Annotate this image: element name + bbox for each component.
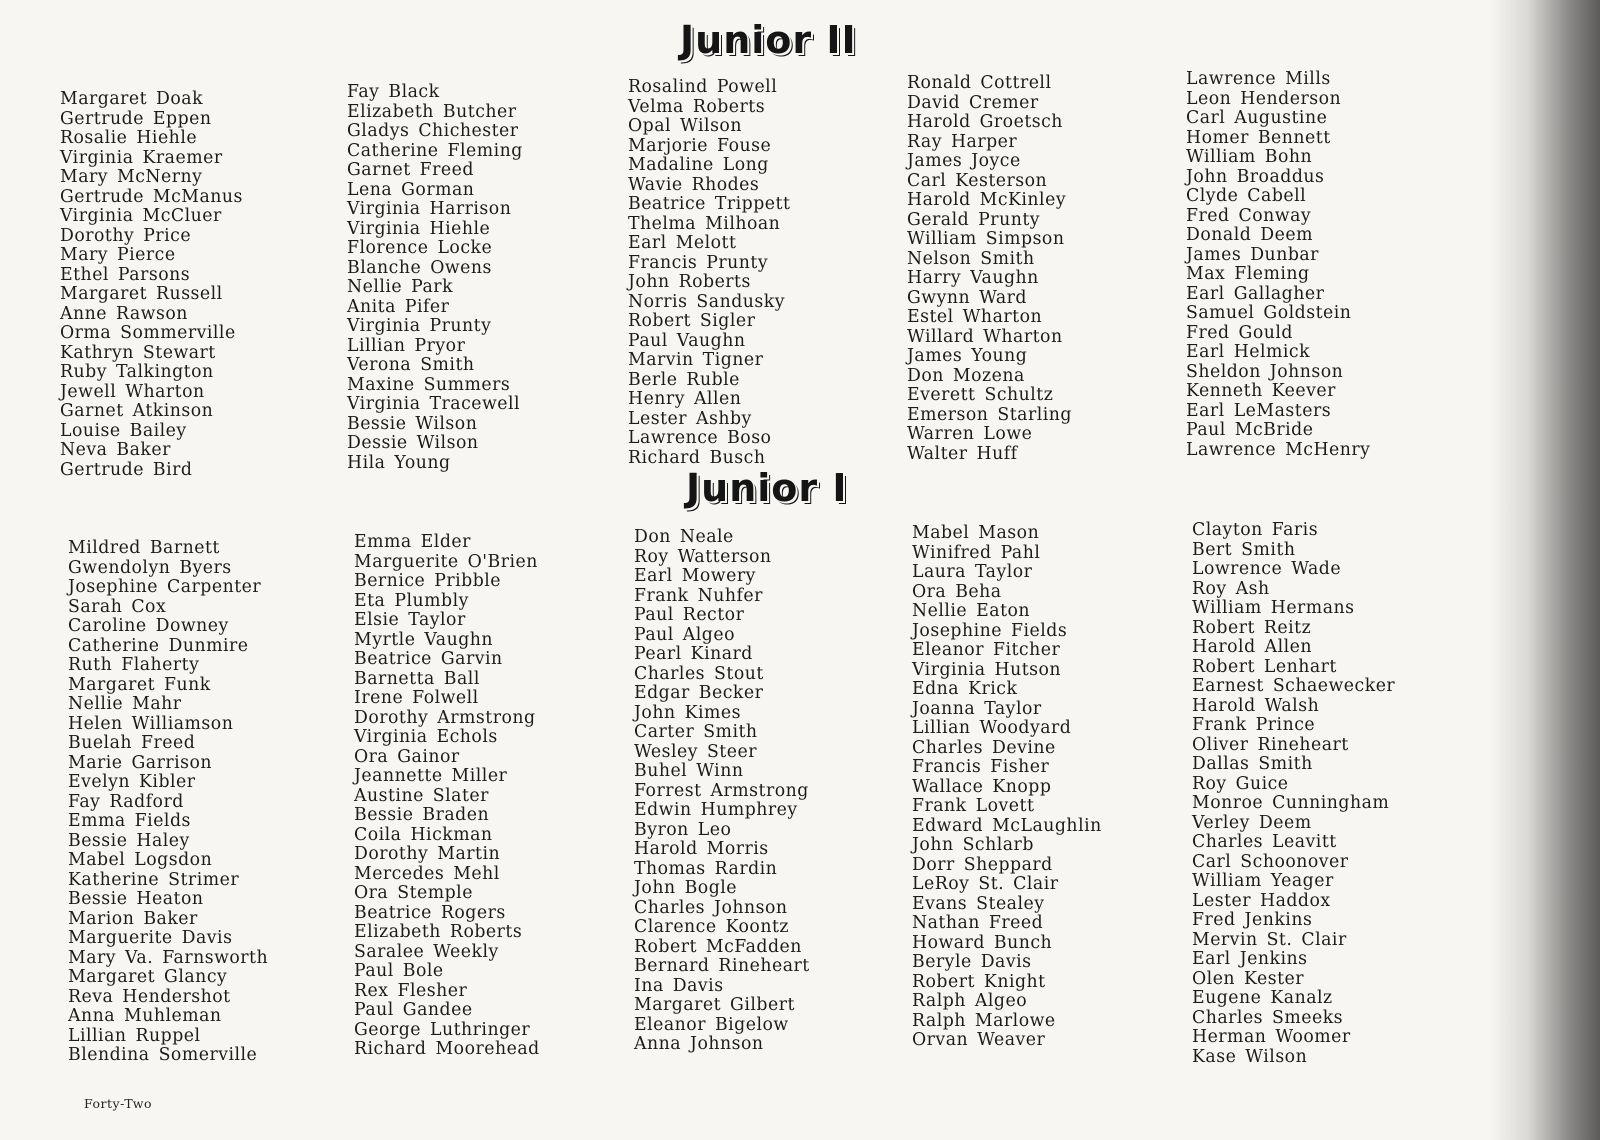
student-name: Bernice Pribble <box>354 571 502 591</box>
student-name: William Yeager <box>1192 871 1334 891</box>
student-name: James Dunbar <box>1186 244 1319 265</box>
student-name: Rosalie Hiehle <box>60 128 198 148</box>
student-name: Harold Groetsch <box>907 112 1063 132</box>
student-name: Lillian Pryor <box>347 335 466 356</box>
student-name: Wallace Knopp <box>912 776 1052 797</box>
student-name: Blendina Somerville <box>68 1045 258 1065</box>
student-name: Saralee Weekly <box>354 941 499 962</box>
student-name: Willard Wharton <box>907 326 1063 347</box>
student-name: Earl Jenkins <box>1192 949 1308 969</box>
student-name: Emma Elder <box>354 532 471 552</box>
student-name: Marvin Tigner <box>628 350 764 370</box>
student-name: Eta Plumbly <box>354 590 469 611</box>
student-name: George Luthringer <box>354 1019 531 1040</box>
student-name: Lillian Woodyard <box>912 718 1072 738</box>
student-name: Hila Young <box>347 452 451 473</box>
student-name: Ralph Marlowe <box>912 1010 1056 1031</box>
student-name: Charles Devine <box>912 737 1056 758</box>
student-name: Wesley Steer <box>634 741 757 762</box>
student-name: Fay Radford <box>68 791 184 812</box>
student-name: Eleanor Bigelow <box>634 1014 789 1035</box>
student-name: Maxine Summers <box>347 374 511 395</box>
student-name: Verley Deem <box>1192 812 1312 833</box>
student-name: Frank Nuhfer <box>634 585 763 606</box>
student-name: Gertrude Eppen <box>60 108 212 129</box>
student-name: Garnet Freed <box>347 160 474 180</box>
student-name: Gertrude Bird <box>60 459 193 480</box>
student-name: Fred Conway <box>1186 205 1312 226</box>
student-name: Carl Schoonover <box>1192 851 1349 872</box>
student-name: Neva Baker <box>60 440 171 460</box>
student-name: Robert Knight <box>912 971 1046 992</box>
page-number: Forty-Two <box>84 1096 152 1111</box>
student-name: Paul Algeo <box>634 624 736 645</box>
student-name: Mabel Logsdon <box>68 850 213 870</box>
student-name: Kenneth Keever <box>1186 381 1336 401</box>
student-name: Byron Leo <box>634 819 732 840</box>
student-name: Virginia Harrison <box>347 199 512 219</box>
student-name: Marguerite O'Brien <box>354 551 538 572</box>
student-name: Ina Davis <box>634 975 724 996</box>
student-name: Velma Roberts <box>628 96 766 117</box>
student-name: Don Neale <box>634 527 734 547</box>
student-name: Francis Prunty <box>628 252 769 273</box>
student-name: Forrest Armstrong <box>634 780 809 801</box>
student-name: Louise Bailey <box>60 420 187 441</box>
student-name: Harold McKinley <box>907 190 1067 210</box>
student-name: Pearl Kinard <box>634 644 753 664</box>
student-name: Ralph Algeo <box>912 991 1028 1011</box>
student-name: Wavie Rhodes <box>628 174 760 195</box>
student-name: Earl Gallagher <box>1186 283 1325 304</box>
student-name: Virginia Prunty <box>347 316 492 336</box>
student-name: Eleanor Fitcher <box>912 640 1061 660</box>
student-name: Nathan Freed <box>912 913 1044 933</box>
student-name: Beatrice Garvin <box>354 649 503 669</box>
student-name: Fred Gould <box>1186 322 1293 343</box>
student-name: Norris Sandusky <box>628 291 786 312</box>
student-name: Virginia Hiehle <box>347 218 491 239</box>
student-name: Lester Ashby <box>628 408 752 429</box>
student-name: Clayton Faris <box>1192 520 1319 540</box>
student-name: Joanna Taylor <box>912 698 1042 719</box>
student-name: Margaret Glancy <box>68 967 228 987</box>
student-name: Marguerite Davis <box>68 928 233 948</box>
student-name: Charles Johnson <box>634 897 788 918</box>
student-name: Dorothy Armstrong <box>354 707 536 728</box>
student-name: Laura Taylor <box>912 562 1033 582</box>
student-name: Beryle Davis <box>912 952 1032 972</box>
student-name: Elizabeth Butcher <box>347 101 517 122</box>
student-name: Katherine Strimer <box>68 869 240 890</box>
junior-ii-heading: Junior II <box>680 18 857 62</box>
student-name: Robert Sigler <box>628 311 756 331</box>
student-name: Paul Rector <box>634 605 745 625</box>
student-name: Estel Wharton <box>907 307 1043 327</box>
student-name: Olen Kester <box>1192 968 1305 989</box>
student-name: Harold Morris <box>634 839 769 859</box>
student-name: Max Fleming <box>1186 264 1310 284</box>
student-name: Virginia Tracewell <box>347 394 521 414</box>
student-name: Evelyn Kibler <box>68 772 196 792</box>
student-name: Elizabeth Roberts <box>354 922 523 942</box>
student-name: Nellie Eaton <box>912 601 1031 621</box>
student-name: Buhel Winn <box>634 761 744 781</box>
student-name: Donald Deem <box>1186 225 1313 245</box>
student-name: Harold Walsh <box>1192 695 1320 716</box>
student-name: Blanche Owens <box>347 257 492 278</box>
junior-ii-column-5 <box>1186 70 1370 460</box>
student-name: Harry Vaughn <box>907 268 1039 288</box>
student-name: Ronald Cottrell <box>907 73 1052 93</box>
student-name: Emma Fields <box>68 811 191 831</box>
student-name: Gerald Prunty <box>907 209 1041 230</box>
student-name: LeRoy St. Clair <box>912 874 1059 894</box>
student-name: Bessie Heaton <box>68 889 204 909</box>
student-name: Mabel Mason <box>912 523 1040 543</box>
student-name: Clyde Cabell <box>1186 186 1307 206</box>
student-name: Virginia McCluer <box>60 206 222 226</box>
student-name: Earnest Schaewecker <box>1192 676 1396 696</box>
student-name: Francis Fisher <box>912 757 1050 777</box>
student-name: Margaret Doak <box>60 89 204 109</box>
student-name: Mervin St. Clair <box>1192 929 1347 950</box>
student-name: Bessie Wilson <box>347 413 478 434</box>
student-name: Earl Helmick <box>1186 342 1311 362</box>
student-name: Bessie Braden <box>354 805 490 825</box>
student-name: Mary Va. Farnsworth <box>68 947 269 968</box>
junior-ii-column-3 <box>628 78 790 468</box>
student-name: Dorothy Price <box>60 225 192 246</box>
student-name: John Broaddus <box>1186 166 1325 187</box>
student-name: Carter Smith <box>634 722 758 742</box>
student-name: Kathryn Stewart <box>60 342 216 363</box>
student-name: Virginia Kraemer <box>60 147 223 168</box>
student-name: Austine Slater <box>354 785 489 806</box>
junior-i-column-4 <box>912 524 1102 1051</box>
student-name: Robert Reitz <box>1192 617 1312 638</box>
student-name: Elsie Taylor <box>354 610 466 630</box>
student-name: Dessie Wilson <box>347 433 479 453</box>
student-name: Anne Rawson <box>60 303 188 324</box>
student-name: Homer Bennett <box>1186 127 1331 148</box>
student-name: Robert Lenhart <box>1192 656 1337 677</box>
student-name: Catherine Fleming <box>347 140 523 161</box>
student-name: Rosalind Powell <box>628 77 778 97</box>
student-name: Kase Wilson <box>1192 1046 1308 1067</box>
student-name: Anna Muhleman <box>68 1006 222 1026</box>
student-name: Charles Leavitt <box>1192 832 1337 852</box>
student-name: Marjorie Fouse <box>628 135 772 156</box>
student-name: Lawrence McHenry <box>1186 439 1371 460</box>
student-name: Mary McNerny <box>60 167 203 187</box>
student-name: Lillian Ruppel <box>68 1025 201 1046</box>
student-name: Gertrude McManus <box>60 186 243 207</box>
student-name: James Young <box>907 346 1028 366</box>
junior-ii-column-4 <box>907 74 1072 464</box>
student-name: Margaret Gilbert <box>634 995 795 1015</box>
junior-i-column-2 <box>354 533 540 1060</box>
student-name: Ora Stemple <box>354 883 473 903</box>
student-name: Gladys Chichester <box>347 121 519 141</box>
student-name: Catherine Dunmire <box>68 635 249 656</box>
student-name: Paul Vaughn <box>628 330 746 351</box>
student-name: Coila Hickman <box>354 824 493 845</box>
student-name: William Hermans <box>1192 598 1355 618</box>
student-name: Don Mozena <box>907 365 1025 386</box>
student-name: Ora Gainor <box>354 746 460 767</box>
student-name: Mercedes Mehl <box>354 863 500 884</box>
student-name: Josephine Fields <box>912 620 1068 641</box>
student-name: Irene Folwell <box>354 688 479 708</box>
student-name: Henry Allen <box>628 389 742 409</box>
student-name: Barnetta Ball <box>354 668 480 689</box>
student-name: Charles Smeeks <box>1192 1007 1344 1028</box>
student-name: Leon Henderson <box>1186 88 1342 109</box>
student-name: Winifred Pahl <box>912 542 1041 563</box>
student-name: Marion Baker <box>68 908 198 929</box>
student-name: Madaline Long <box>628 155 769 175</box>
student-name: Lowrence Wade <box>1192 559 1342 579</box>
student-name: Ethel Parsons <box>60 264 191 285</box>
student-name: Warren Lowe <box>907 424 1033 444</box>
student-name: Berle Ruble <box>628 369 740 390</box>
student-name: Beatrice Rogers <box>354 902 506 923</box>
student-name: Reva Hendershot <box>68 986 231 1007</box>
student-name: John Roberts <box>628 272 751 292</box>
student-name: Thomas Rardin <box>634 858 778 879</box>
student-name: Robert McFadden <box>634 936 802 957</box>
student-name: Harold Allen <box>1192 637 1313 657</box>
student-name: Roy Ash <box>1192 578 1270 599</box>
student-name: Richard Busch <box>628 447 766 468</box>
student-name: John Bogle <box>634 878 738 898</box>
student-name: Lester Haddox <box>1192 890 1331 911</box>
student-name: Edgar Becker <box>634 683 764 703</box>
student-name: Samuel Goldstein <box>1186 303 1352 323</box>
student-name: Howard Bunch <box>912 932 1053 953</box>
student-name: Edna Krick <box>912 679 1018 699</box>
student-name: Verona Smith <box>347 355 475 375</box>
student-name: Gwynn Ward <box>907 287 1027 308</box>
page-gutter-shadow <box>1490 0 1600 1140</box>
student-name: Opal Wilson <box>628 116 742 136</box>
student-name: Monroe Cunningham <box>1192 793 1390 813</box>
student-name: Everett Schultz <box>907 385 1054 405</box>
student-name: David Cremer <box>907 92 1039 113</box>
student-name: William Bohn <box>1186 147 1313 167</box>
junior-i-column-3 <box>634 528 810 1055</box>
student-name: Orvan Weaver <box>912 1030 1046 1050</box>
student-name: Bessie Haley <box>68 830 190 851</box>
student-name: Virginia Echols <box>354 727 498 747</box>
student-name: Roy Guice <box>1192 773 1289 794</box>
junior-i-column-1 <box>68 539 268 1066</box>
student-name: Marie Garrison <box>68 752 213 773</box>
student-name: Ruth Flaherty <box>68 655 200 675</box>
student-name: Dorr Sheppard <box>912 854 1053 875</box>
student-name: Anita Pifer <box>347 296 450 317</box>
student-name: Emerson Starling <box>907 404 1072 425</box>
student-name: Richard Moorehead <box>354 1039 540 1059</box>
junior-ii-column-2 <box>347 83 523 473</box>
student-name: Dallas Smith <box>1192 754 1313 774</box>
student-name: John Kimes <box>634 702 742 723</box>
student-name: Mildred Barnett <box>68 538 220 558</box>
student-name: Ruby Talkington <box>60 362 214 382</box>
student-name: Eugene Kanalz <box>1192 988 1333 1008</box>
student-name: Paul Bole <box>354 961 444 981</box>
student-name: Jeannette Miller <box>354 766 508 786</box>
student-name: Mary Pierce <box>60 245 176 265</box>
student-name: Paul Gandee <box>354 1000 473 1020</box>
junior-i-heading: Junior I <box>686 466 848 510</box>
student-name: Nelson Smith <box>907 248 1035 269</box>
junior-ii-column-1 <box>60 90 243 480</box>
student-name: John Schlarb <box>912 835 1034 855</box>
student-name: Clarence Koontz <box>634 917 790 937</box>
student-name: Lawrence Boso <box>628 428 772 448</box>
student-name: Myrtle Vaughn <box>354 629 494 650</box>
student-name: Rex Flesher <box>354 980 468 1001</box>
student-name: William Simpson <box>907 229 1065 249</box>
student-name: Bert Smith <box>1192 539 1296 560</box>
student-name: Carl Augustine <box>1186 108 1328 128</box>
student-name: Helen Williamson <box>68 713 234 734</box>
student-name: Earl Mowery <box>634 566 756 586</box>
student-name: Lena Gorman <box>347 179 475 200</box>
student-name: Orma Sommerville <box>60 323 236 343</box>
student-name: Paul McBride <box>1186 420 1314 440</box>
student-name: Sarah Cox <box>68 596 167 617</box>
student-name: Edward McLaughlin <box>912 815 1102 836</box>
student-name: Dorothy Martin <box>354 844 501 864</box>
student-name: Margaret Russell <box>60 284 223 304</box>
student-name: Fay Black <box>347 82 440 102</box>
student-name: Beatrice Trippett <box>628 194 791 214</box>
student-name: Lawrence Mills <box>1186 69 1331 89</box>
student-name: Josephine Carpenter <box>68 577 262 597</box>
student-name: Charles Stout <box>634 663 764 684</box>
student-name: Buelah Freed <box>68 733 196 753</box>
student-name: Herman Woomer <box>1192 1027 1351 1047</box>
student-name: Caroline Downey <box>68 616 229 636</box>
student-name: Gwendolyn Byers <box>68 557 232 578</box>
junior-i-column-5 <box>1192 521 1395 1067</box>
student-name: Ray Harper <box>907 131 1018 152</box>
student-name: Bernard Rineheart <box>634 956 810 976</box>
student-name: Frank Prince <box>1192 715 1316 735</box>
student-name: Jewell Wharton <box>60 381 205 402</box>
student-name: Earl Melott <box>628 233 737 253</box>
student-name: Nellie Park <box>347 277 454 297</box>
student-name: Virginia Hutson <box>912 659 1062 680</box>
student-name: James Joyce <box>907 151 1021 171</box>
student-name: Frank Lovett <box>912 796 1035 816</box>
student-name: Sheldon Johnson <box>1186 361 1344 382</box>
student-name: Anna Johnson <box>634 1034 764 1054</box>
student-name: Ora Beha <box>912 581 1002 602</box>
student-name: Edwin Humphrey <box>634 800 798 820</box>
student-name: Garnet Atkinson <box>60 401 214 421</box>
student-name: Oliver Rineheart <box>1192 734 1349 755</box>
student-name: Evans Stealey <box>912 893 1045 914</box>
student-name: Carl Kesterson <box>907 170 1048 191</box>
student-name: Florence Locke <box>347 238 493 258</box>
student-name: Nellie Mahr <box>68 694 182 714</box>
student-name: Margaret Funk <box>68 674 211 695</box>
student-name: Earl LeMasters <box>1186 400 1332 421</box>
student-name: Thelma Milhoan <box>628 213 781 234</box>
student-name: Walter Huff <box>907 443 1018 464</box>
student-name: Roy Watterson <box>634 546 772 567</box>
student-name: Fred Jenkins <box>1192 910 1313 930</box>
